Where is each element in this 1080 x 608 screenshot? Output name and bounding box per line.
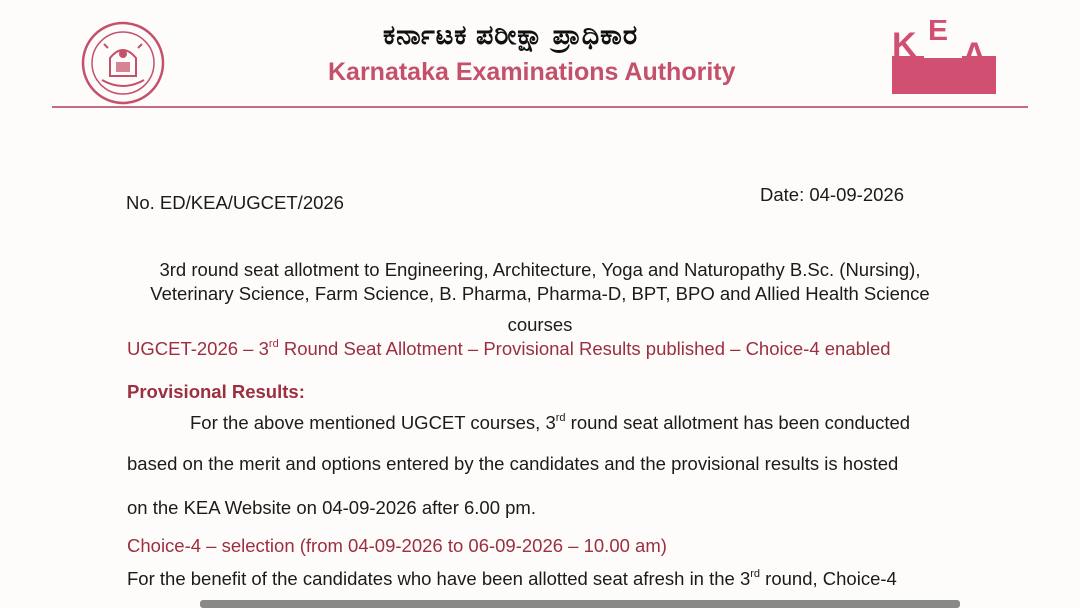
header-divider [52,106,1028,108]
kea-logo [888,20,1000,96]
cropped-text-line [200,600,960,608]
svg-text:A: A [962,36,987,74]
choice-4-heading: Choice-4 – selection (from 04-09-2026 to 06-09-2026 – 10.00 am) [127,535,667,556]
provisional-paragraph-line-3: on the KEA Website on 04-09-2026 after 6.00 pm. [127,497,536,518]
karnataka-seal-icon [80,20,166,106]
authority-title: Karnataka Examinations Authority [328,58,736,86]
notice-headline: UGCET-2026 – 3rd Round Seat Allotment – Provisional Results published – Choice-4 enabled [127,338,891,359]
provisional-paragraph-line-2: based on the merit and options entered by the candidates and the provisional results is hosted [127,453,899,474]
reference-number: No. ED/KEA/UGCET/2026 [126,192,344,213]
subject-line-2: Veterinary Science, Farm Science, B. Pharma, Pharma-D, BPT, BPO and Allied Health Science [150,283,930,304]
provisional-paragraph-line-1: For the above mentioned UGCET courses, 3rd round seat allotment has been conducted [190,412,911,433]
kannada-title: ಕರ್ನಾಟಕ ಪರೀಕ್ಷಾ ಪ್ರಾಧಿಕಾರ [383,20,639,50]
choice-4-paragraph-line-1: For the benefit of the candidates who have been allotted seat afresh in the 3rd round, Choice-4 [127,568,897,589]
subject-line-3: courses [507,314,573,335]
svg-text:K: K [892,26,917,64]
circular-date: Date: 04-09-2026 [760,184,904,205]
subject-line-1: 3rd round seat allotment to Engineering, Architecture, Yoga and Naturopathy B.Sc. (Nursing), [159,259,921,280]
provisional-results-heading: Provisional Results: [127,381,305,402]
svg-text:E: E [928,20,949,47]
